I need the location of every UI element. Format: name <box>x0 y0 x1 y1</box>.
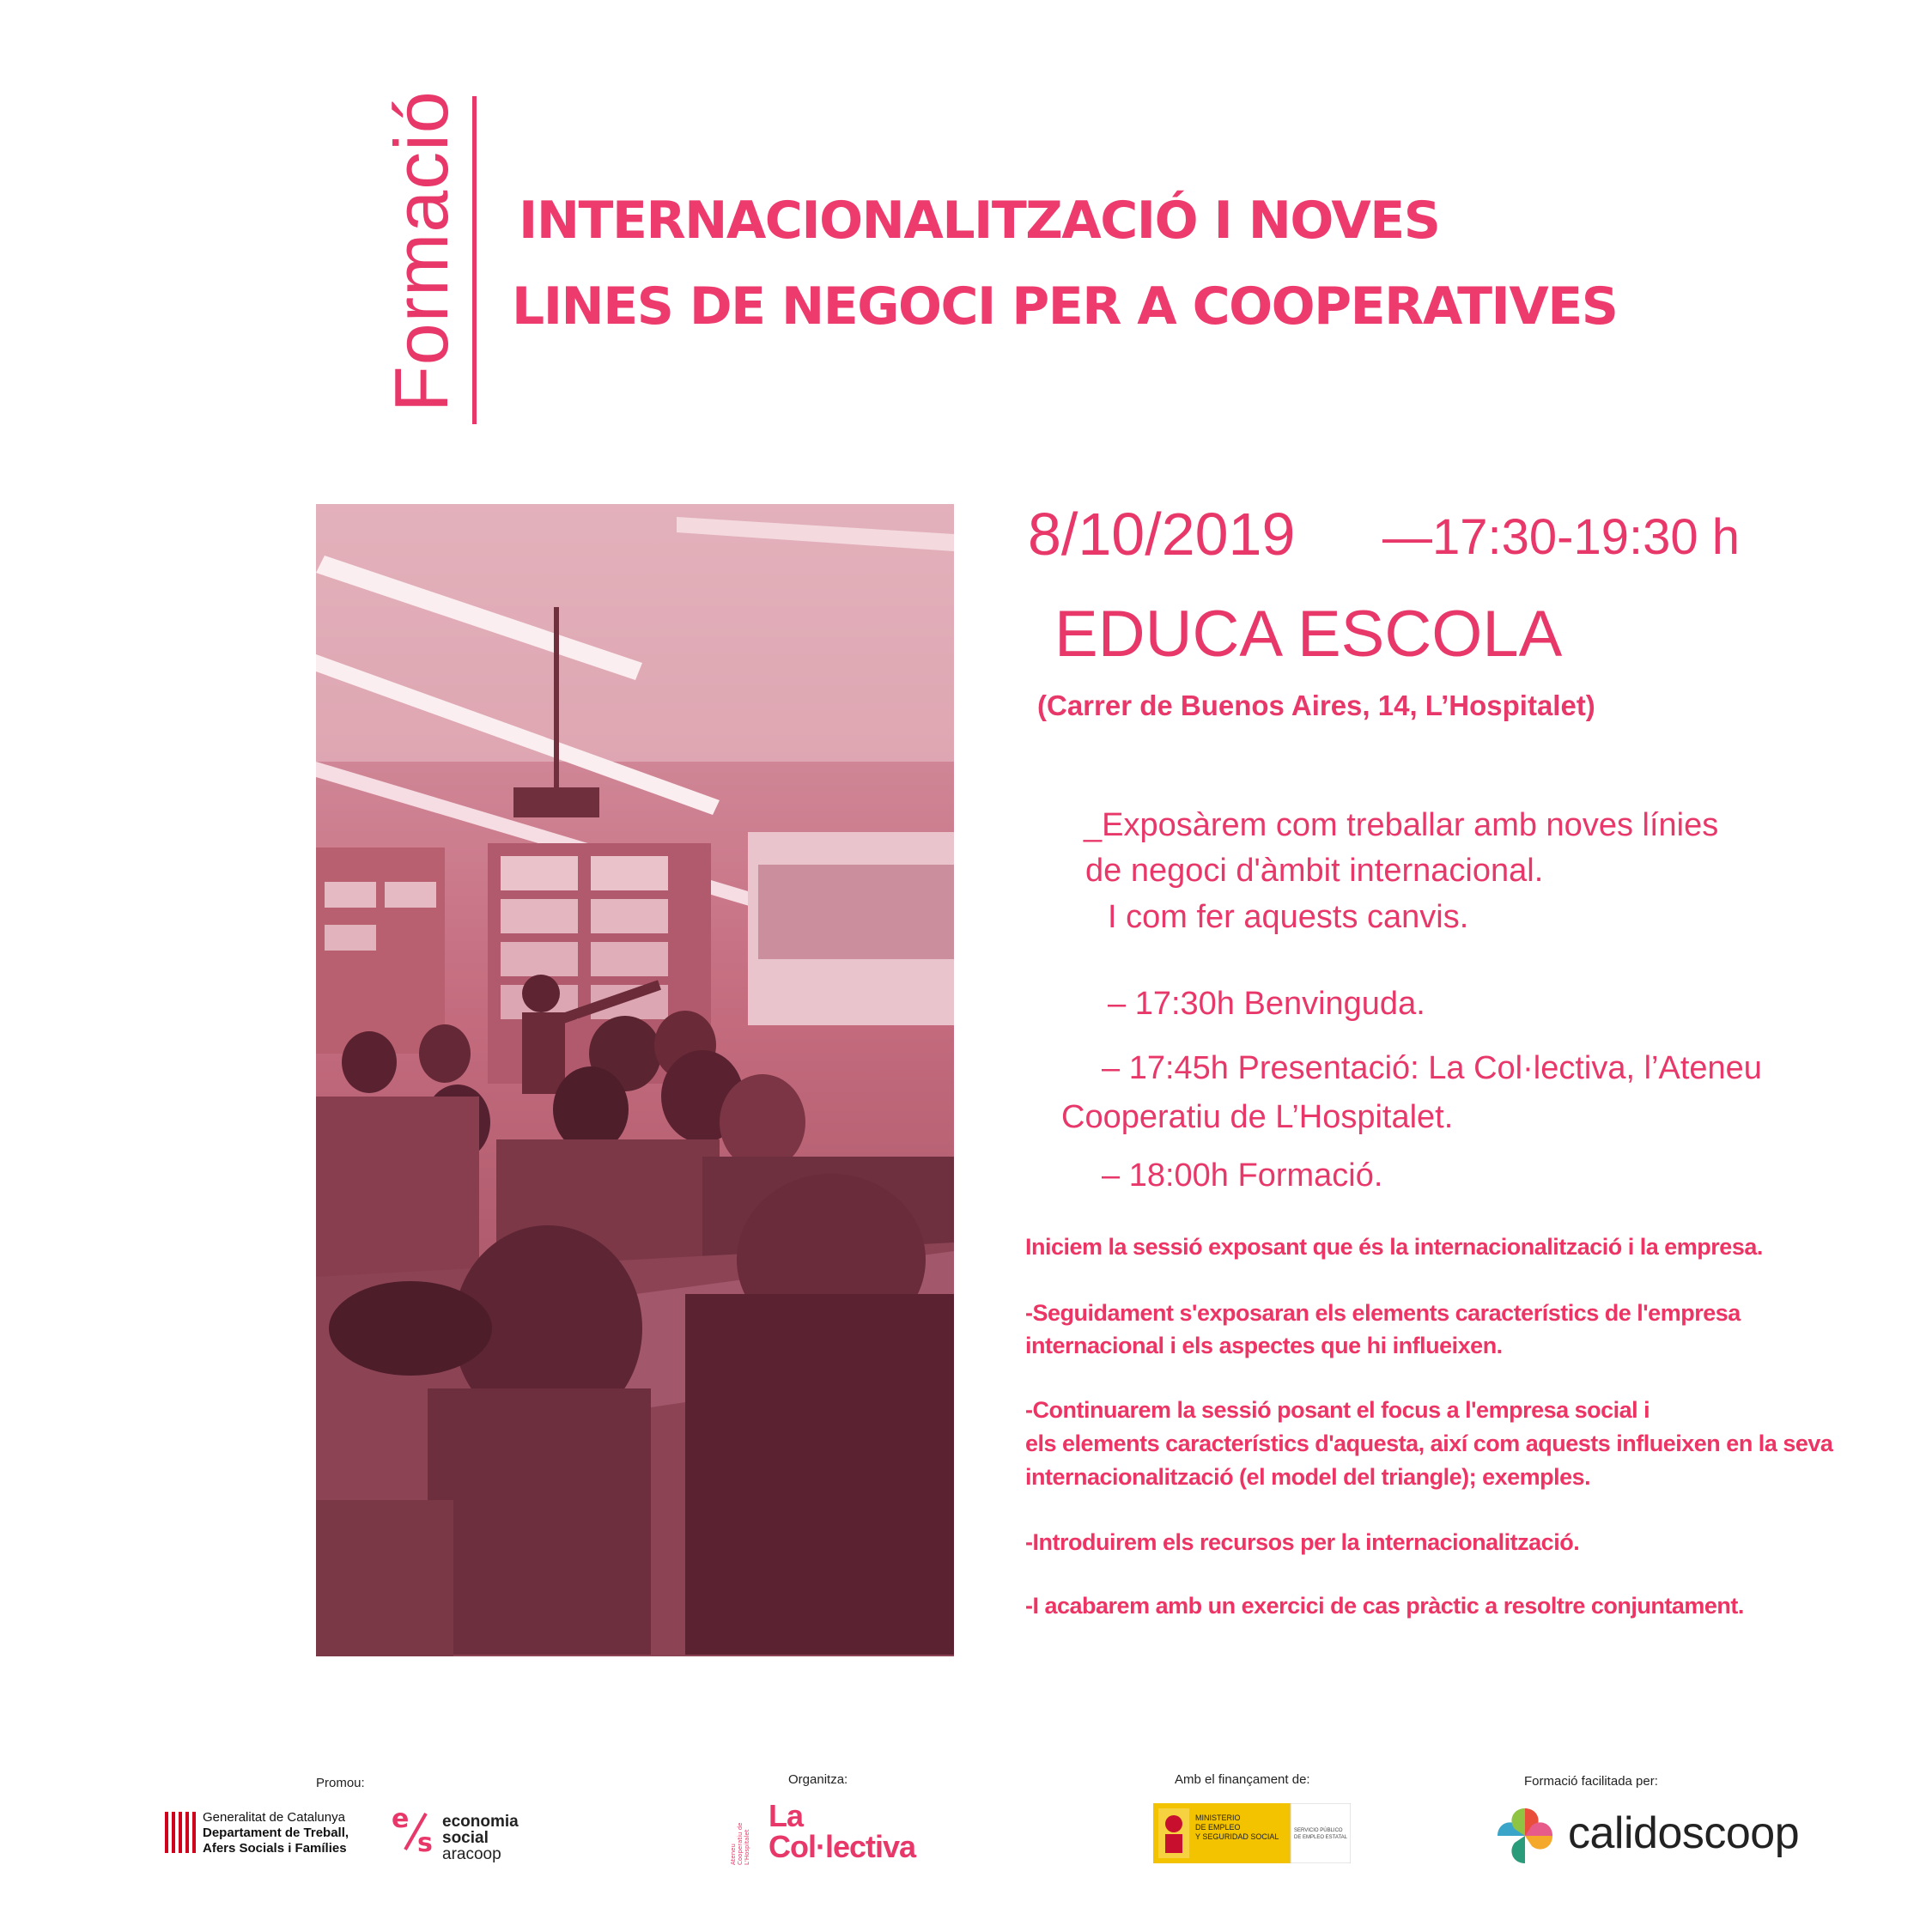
sepe-text <box>1294 1827 1347 1841</box>
classroom-photo <box>316 504 954 1656</box>
svg-text:Ateneu: Ateneu <box>730 1844 737 1865</box>
generalitat-logo-text <box>203 1810 349 1856</box>
colectiva-logo-la: La <box>769 1798 804 1833</box>
category-label-text: Formació <box>379 90 464 412</box>
es-line-2: social <box>442 1829 489 1847</box>
intro-line-1: _Exposàrem com treballar amb noves línies <box>1084 807 1719 843</box>
event-venue: EDUCA ESCOLA <box>1054 598 1563 671</box>
event-address: (Carrer de Buenos Aires, 14, L’Hospitalet) <box>1037 690 1595 721</box>
header-divider <box>472 96 477 424</box>
organitza-label: Organitza: <box>788 1772 848 1787</box>
svg-text:L'Hospitalet: L'Hospitalet <box>744 1829 750 1865</box>
schedule-item-presentation: – 17:45h Presentació: La Col·lectiva, l’Ateneu <box>1102 1050 1762 1086</box>
detail-line: internacional i els aspectes que hi influeixen. <box>1025 1333 1503 1358</box>
economia-social-icon <box>392 1805 438 1859</box>
promou-label: Promou: <box>316 1776 365 1790</box>
event-time: —17:30-19:30 h <box>1382 509 1740 565</box>
financing-label: Amb el finançament de: <box>1175 1772 1310 1787</box>
calidoscoop-wordmark: calidoscoop <box>1568 1808 1800 1858</box>
event-date: 8/10/2019 <box>1028 501 1296 568</box>
ministerio-line-2: DE EMPLEO <box>1195 1823 1241 1832</box>
schedule-item-training: – 18:00h Formació. <box>1102 1157 1383 1194</box>
detail-line: els elements característics d'aquesta, així com aquests influeixen en la seva <box>1025 1431 1833 1456</box>
detail-line: Iniciem la sessió exposant que és la internacionalització i la empresa. <box>1025 1234 1763 1260</box>
svg-text:s: s <box>417 1828 433 1855</box>
svg-text:Cooperatiu de: Cooperatiu de <box>737 1822 744 1865</box>
intro-line-3: I com fer aquests canvis. <box>1108 899 1469 935</box>
schedule-item-welcome: – 17:30h Benvinguda. <box>1108 986 1425 1022</box>
ministerio-line-1: MINISTERIO <box>1195 1814 1241 1822</box>
title-line-1: INTERNACIONALITZACIÓ I NOVES <box>519 191 1440 251</box>
detail-line: -I acabarem amb un exercici de cas pràctic a resoltre conjuntament. <box>1025 1593 1744 1619</box>
intro-line-2: de negoci d'àmbit internacional. <box>1085 853 1544 889</box>
schedule-item-presentation-cont: Cooperatiu de L’Hospitalet. <box>1061 1099 1454 1135</box>
colectiva-small-text <box>726 1803 752 1867</box>
gencat-line-3: Afers Socials i Famílies <box>203 1841 347 1856</box>
colectiva-logo-name: Col·lectiva <box>769 1829 916 1864</box>
calidoscoop-icon <box>1494 1805 1556 1871</box>
detail-line: -Introduirem els recursos per la internacionalització. <box>1025 1529 1580 1555</box>
svg-text:e: e <box>392 1805 410 1834</box>
generalitat-logo-icon <box>163 1810 197 1859</box>
facilitated-label: Formació facilitada per: <box>1524 1774 1658 1789</box>
economia-social-text <box>442 1814 519 1862</box>
ministerio-text <box>1195 1814 1279 1842</box>
sepe-line-2: DE EMPLEO ESTATAL <box>1294 1835 1348 1840</box>
gencat-line-1: Generalitat de Catalunya <box>203 1810 345 1825</box>
sepe-line-1: SERVICIO PÚBLICO <box>1294 1828 1343 1833</box>
gencat-line-2: Departament de Treball, <box>203 1826 349 1840</box>
detail-line: -Seguidament s'exposaran els elements característics de l'empresa <box>1025 1300 1741 1326</box>
detail-line: internacionalització (el model del triangle); exemples. <box>1025 1464 1591 1490</box>
es-line-1: economia <box>442 1813 519 1831</box>
detail-line: -Continuarem la sessió posant el focus a l'empresa social i <box>1025 1397 1650 1423</box>
title-line-2: LINES DE NEGOCI PER A COOPERATIVES <box>512 276 1618 337</box>
es-line-3: aracoop <box>442 1845 501 1863</box>
ministerio-line-3: Y SEGURIDAD SOCIAL <box>1195 1832 1279 1841</box>
